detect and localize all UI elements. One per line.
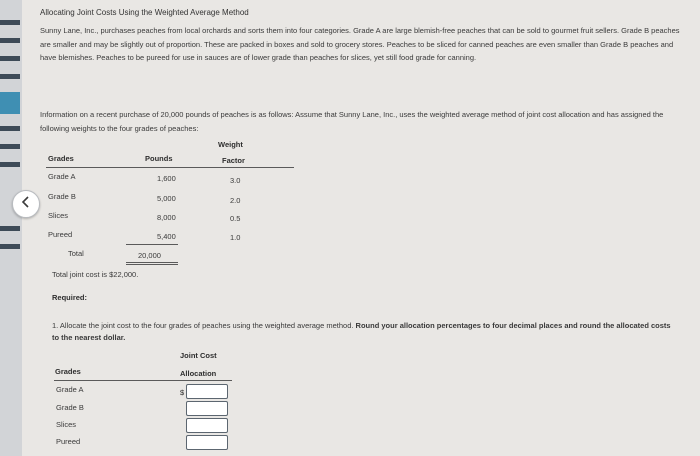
- table-row-grade: Pureed: [48, 230, 73, 239]
- table-row-weight: 3.0: [230, 176, 241, 185]
- total-pounds: 20,000: [138, 251, 161, 260]
- joint-cost-header-bottom: Allocation: [180, 369, 217, 378]
- table-row-grade: Grade B: [48, 192, 76, 201]
- sidebar-tick[interactable]: [0, 20, 20, 25]
- table-row-weight: 1.0: [230, 233, 241, 242]
- grade-a-allocation-input[interactable]: [186, 384, 228, 399]
- problem-page: [40, 0, 696, 456]
- required-label: Required:: [52, 293, 88, 302]
- requirement-normal: 1. Allocate the joint cost to the four grades of peaches using the weighted average method.: [52, 321, 356, 330]
- answer-header-rule: [54, 380, 232, 381]
- sidebar-tick[interactable]: [0, 244, 20, 249]
- table-row-pounds: 5,400: [157, 232, 176, 241]
- joint-cost-text: Total joint cost is $22,000.: [52, 270, 139, 279]
- table-row-grade: Grade A: [48, 172, 76, 181]
- table-row-pounds: 8,000: [157, 213, 176, 222]
- table-row-weight: 0.5: [230, 214, 241, 223]
- intro-paragraph: Sunny Lane, Inc., purchases peaches from local orchards and sorts them into four categories. Grade A are large blemish-free peaches that can be sold to gourmet fruit sellers. Grade B peaches are smaller and may be slightly out of proportion. These are packed in boxes and sold to grocery stores. Peaches to be sliced for canned peaches are even smaller than Grade B peaches and have blemishes. Peaches to be pureed for use in sauces are of lower grade than peaches for slices, yet still food grade for canning.: [40, 26, 680, 62]
- answer-grades-header: Grades: [55, 367, 81, 376]
- back-button[interactable]: [12, 190, 40, 218]
- total-double-rule: [126, 262, 178, 263]
- weight-header-top: Weight: [218, 140, 243, 149]
- table-row-grade: Slices: [48, 211, 69, 220]
- pounds-header: Pounds: [145, 154, 173, 163]
- pureed-allocation-input[interactable]: [186, 435, 228, 450]
- answer-row-grade: Grade B: [56, 403, 84, 412]
- currency-symbol: $: [180, 388, 185, 397]
- sidebar-tick[interactable]: [0, 56, 20, 61]
- weight-header-bottom: Factor: [222, 156, 245, 165]
- grades-header: Grades: [48, 154, 74, 163]
- page-title: Allocating Joint Costs Using the Weighted Average Method: [40, 8, 249, 17]
- sidebar-tick[interactable]: [0, 226, 20, 231]
- total-double-rule: [126, 264, 178, 265]
- total-rule: [126, 244, 178, 245]
- sidebar-tick[interactable]: [0, 38, 20, 43]
- answer-row-grade: Pureed: [56, 437, 81, 446]
- sidebar-tick-active[interactable]: [0, 92, 20, 114]
- answer-row-grade: Grade A: [56, 385, 84, 394]
- chevron-left-icon: [21, 195, 31, 213]
- info-paragraph: Information on a recent purchase of 20,000 pounds of peaches is as follows: Assume that Sunny Lane, Inc., uses the weighted average method of joint cost allocation and has assigned the following weights to the four grades of peaches:: [40, 110, 664, 133]
- table-header-rule: [46, 167, 294, 168]
- sidebar-tick[interactable]: [0, 144, 20, 149]
- table-row-pounds: 1,600: [157, 174, 176, 183]
- requirement-bold: Round your allocation percentages to four decimal places and round the allocated costs to the nearest dollar.: [52, 321, 671, 342]
- requirement-text: [52, 320, 672, 344]
- left-sidebar: [0, 0, 22, 456]
- slices-allocation-input[interactable]: [186, 418, 228, 433]
- grade-b-allocation-input[interactable]: [186, 401, 228, 416]
- answer-row-grade: Slices: [56, 420, 77, 429]
- table-row-weight: 2.0: [230, 196, 241, 205]
- total-label: Total: [68, 249, 84, 258]
- table-row-pounds: 5,000: [157, 194, 176, 203]
- sidebar-tick[interactable]: [0, 126, 20, 131]
- joint-cost-header-top: Joint Cost: [180, 351, 217, 360]
- sidebar-tick[interactable]: [0, 74, 20, 79]
- sidebar-tick[interactable]: [0, 162, 20, 167]
